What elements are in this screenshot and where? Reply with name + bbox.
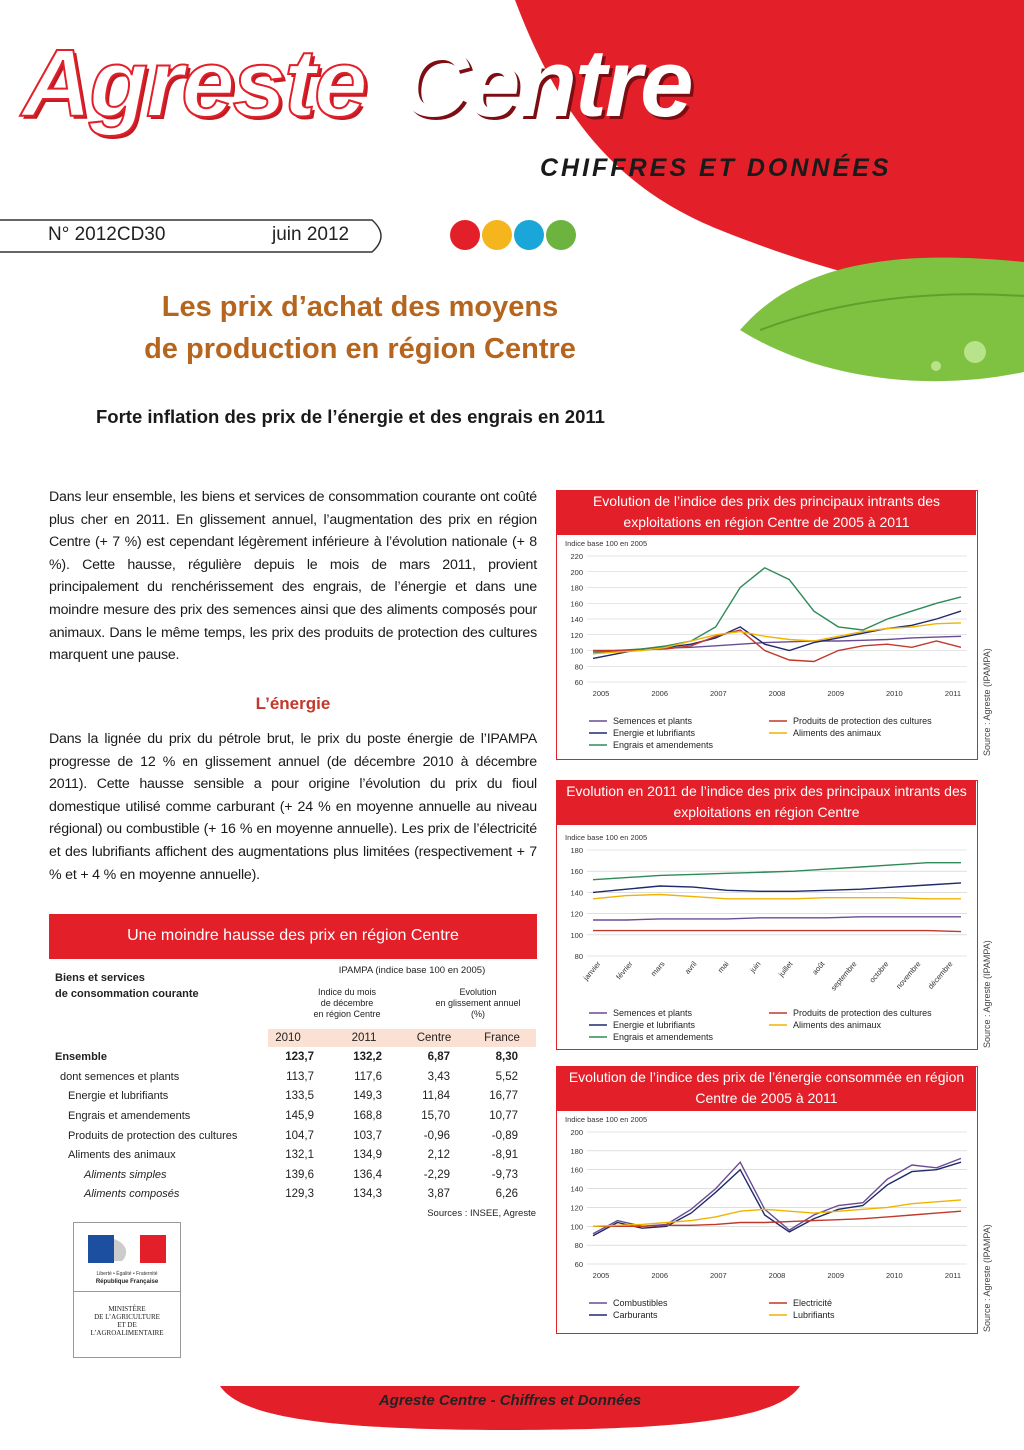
table-divider xyxy=(49,958,537,959)
table-col-france: France xyxy=(484,1032,520,1044)
color-dot-blue xyxy=(514,220,544,250)
chart-legend-label: Semences et plants xyxy=(613,1008,693,1018)
chart-ytick: 180 xyxy=(570,846,583,855)
chart-1-title: Evolution de l’indice des prix des principaux intrants des exploitations en région Centre de 2005 à 2011 xyxy=(557,490,976,535)
chart-xtick: 2008 xyxy=(768,689,786,698)
table-cell: 103,7 xyxy=(353,1130,382,1142)
issue-date: juin 2012 xyxy=(272,224,350,245)
chart-ytick: 160 xyxy=(570,1165,583,1175)
table-col-2010: 2010 xyxy=(275,1032,301,1044)
chart-ytick: 80 xyxy=(574,1241,583,1251)
chart-series-line xyxy=(593,931,961,932)
table-sources: Sources : INSEE, Agreste xyxy=(427,1208,536,1219)
chart-xtick: 2011 xyxy=(944,689,962,698)
chart-legend-label: Engrais et amendements xyxy=(613,740,714,750)
table-col-centre: Centre xyxy=(416,1032,452,1044)
chart-ytick: 160 xyxy=(570,867,583,877)
issue-number: N° 2012CD30 xyxy=(48,224,166,245)
chart-ytick: 140 xyxy=(570,888,583,898)
chart-ytick: 120 xyxy=(570,1203,583,1213)
table-group1: Indice du mois de décembre en région Centre xyxy=(313,987,381,1019)
chart-series-line xyxy=(593,568,961,652)
chart-ytick: 80 xyxy=(574,952,583,961)
table-cell: 16,77 xyxy=(489,1090,518,1102)
chart-legend-label: Produits de protection des cultures xyxy=(793,1008,932,1018)
page-subtitle: Forte inflation des prix de l’énergie et des engrais en 2011 xyxy=(96,406,605,427)
chart-xtick: 2010 xyxy=(885,1271,903,1280)
chart-xtick: 2006 xyxy=(651,1271,669,1280)
table-row-label: Aliments simples xyxy=(84,1169,167,1181)
table-cell: 129,3 xyxy=(285,1188,314,1200)
chart-xtick: janvier xyxy=(581,959,603,983)
chart-xtick: 2007 xyxy=(709,689,727,698)
table-cell: 104,7 xyxy=(285,1130,314,1142)
table-row-label: Engrais et amendements xyxy=(68,1110,191,1122)
chart-xtick: décembre xyxy=(926,959,955,991)
table-row-label: dont semences et plants xyxy=(60,1071,180,1083)
table-cell: 3,43 xyxy=(427,1071,450,1083)
chart-ytick: 100 xyxy=(570,1222,583,1232)
table-title: Une moindre hausse des prix en région Centre xyxy=(49,914,537,958)
table-row-label: Aliments composés xyxy=(84,1188,180,1200)
footer-text: Agreste Centre - Chiffres et Données xyxy=(378,1392,642,1409)
chart-ytick: 160 xyxy=(570,599,583,609)
republic-motto: Liberté • Égalité • Fraternité xyxy=(96,1271,158,1277)
chart-ytick: 100 xyxy=(570,930,583,940)
chart-ylabel: Indice base 100 en 2005 xyxy=(565,539,648,548)
chart-ytick: 60 xyxy=(574,1260,583,1269)
table-rowhead-1: Biens et services xyxy=(55,972,145,984)
table-cell: 6,26 xyxy=(495,1188,518,1200)
chart-3 xyxy=(557,1110,975,1330)
table-cell: 132,2 xyxy=(353,1051,382,1063)
table-cell: 134,9 xyxy=(353,1149,382,1161)
chart-xtick: 2008 xyxy=(768,1271,786,1280)
chart-ytick: 120 xyxy=(570,909,583,919)
table-cell: 2,12 xyxy=(427,1149,450,1161)
table-cell: 132,1 xyxy=(285,1149,314,1161)
table-cell: 11,84 xyxy=(422,1090,450,1102)
chart-series-line xyxy=(593,895,961,899)
color-dot-red xyxy=(450,220,480,250)
chart-xtick: 2005 xyxy=(592,1271,610,1280)
chart-xtick: 2006 xyxy=(651,689,669,698)
table-ipampa: IPAMPA (indice base 100 en 2005) xyxy=(338,965,486,976)
table-col-2011: 2011 xyxy=(351,1032,377,1044)
table-row-label: Produits de protection des cultures xyxy=(68,1130,238,1142)
chart-3-title: Evolution de l’indice des prix de l’énergie consommée en région Centre de 2005 à 2011 xyxy=(557,1066,976,1111)
chart-series-line xyxy=(593,1162,961,1236)
chart-ytick: 120 xyxy=(570,630,583,640)
chart-xtick: août xyxy=(810,959,827,977)
chart-legend-label: Semences et plants xyxy=(613,716,693,726)
table-cell: -2,29 xyxy=(423,1169,450,1181)
chart-3-source: Source : Agreste (IPAMPA) xyxy=(982,1224,992,1332)
table-cell: 149,3 xyxy=(353,1090,382,1102)
ministry-logo xyxy=(73,1222,181,1358)
table-cell: 168,8 xyxy=(353,1110,382,1122)
table-cell: 8,30 xyxy=(495,1051,518,1063)
chart-xtick: juin xyxy=(748,959,763,975)
chart-series-line xyxy=(593,883,961,893)
chart-series-line xyxy=(593,636,961,653)
table-cell: 6,87 xyxy=(427,1051,450,1063)
table-cell: 133,5 xyxy=(285,1090,314,1102)
chart-2 xyxy=(557,824,975,1046)
chart-xtick: 2009 xyxy=(827,689,845,698)
table-cell: 3,87 xyxy=(427,1188,450,1200)
chart-ylabel: Indice base 100 en 2005 xyxy=(565,833,648,842)
table-cell: 15,70 xyxy=(421,1110,450,1122)
table-row-label: Energie et lubrifiants xyxy=(68,1090,169,1102)
chart-xtick: 2009 xyxy=(827,1271,845,1280)
chart-legend-label: Aliments des animaux xyxy=(793,728,882,738)
table-cell: 145,9 xyxy=(285,1110,314,1122)
brand-tagline: CHIFFRES ET DONNÉES xyxy=(540,154,892,182)
chart-ytick: 200 xyxy=(570,567,583,577)
chart-2-source: Source : Agreste (IPAMPA) xyxy=(982,940,992,1048)
chart-xtick: 2007 xyxy=(709,1271,727,1280)
chart-xtick: 2011 xyxy=(944,1271,962,1280)
chart-legend-label: Produits de protection des cultures xyxy=(793,716,932,726)
energy-paragraph: Dans la lignée du prix du pétrole brut, le prix du poste énergie de l’IPAMPA progresse de 12 % en glissement annuel (de décembre 2010 à décembre 2011). Cette hausse sensible a pour origine l’évolution du prix du fioul domestique utilisé comme carburant (+ 24 % en moyenne annuelle au niveau régional) ou combustible (+ 16 % en moyenne annuelle). Les prix de l’électricité et des lubrifiants affichent des augmentations plus limitées (respectivement + 7 % et + 4 % en moyenne annuelle). xyxy=(49,731,537,883)
table-group2: Evolution en glissement annuel (%) xyxy=(435,987,521,1019)
table-cell: 10,77 xyxy=(489,1110,518,1122)
chart-xtick: octobre xyxy=(867,959,891,985)
chart-xtick: 2005 xyxy=(592,689,610,698)
table-cell: 136,4 xyxy=(353,1169,382,1181)
chart-ytick: 180 xyxy=(570,583,583,593)
color-dot-green xyxy=(546,220,576,250)
table-rowhead-2: de consommation courante xyxy=(55,988,199,1000)
chart-xtick: novembre xyxy=(894,959,923,991)
chart-legend-label: Lubrifiants xyxy=(793,1310,835,1320)
table-cell: -0,96 xyxy=(423,1130,450,1142)
chart-xtick: février xyxy=(614,959,635,982)
republic-label: République Française xyxy=(95,1279,159,1285)
chart-xtick: juillet xyxy=(776,959,795,979)
chart-1 xyxy=(557,534,975,756)
chart-legend-label: Aliments des animaux xyxy=(793,1020,882,1030)
chart-xtick: 2010 xyxy=(885,689,903,698)
table-cell: 5,52 xyxy=(495,1071,518,1083)
energy-heading: L’énergie xyxy=(255,694,331,713)
logo-divider xyxy=(74,1291,180,1292)
intro-paragraph: Dans leur ensemble, les biens et services de consommation courante ont coûté plus cher en 2011. En glissement annuel, l’augmentation des prix en région Centre (+ 7 %) est cependant légèrement inférieure à l’évolution nationale (+ 8 %). Cette hausse, régulière depuis le mois de mars 2011, provient principalement du renchérissement des engrais, de l’énergie et dans une moindre mesure des prix des semences ainsi que des aliments composés pour animaux. Dans le même temps, les prix des produits de protection des cultures marquent une pause. xyxy=(49,489,537,664)
chart-legend-label: Carburants xyxy=(613,1310,658,1320)
chart-legend-label: Engrais et amendements xyxy=(613,1032,714,1042)
chart-xtick: septembre xyxy=(828,959,859,993)
table-cell: 134,3 xyxy=(353,1188,382,1200)
table-cell: 113,7 xyxy=(286,1071,314,1083)
color-dot-yellow xyxy=(482,220,512,250)
table-cell: -0,89 xyxy=(491,1130,518,1142)
chart-2-title: Evolution en 2011 de l’indice des prix des principaux intrants des exploitations en région Centre xyxy=(557,780,976,825)
table-row-label: Ensemble xyxy=(55,1051,107,1063)
chart-legend-label: Combustibles xyxy=(613,1298,668,1308)
table-cell: -9,73 xyxy=(491,1169,518,1181)
chart-legend-label: Electricité xyxy=(793,1298,833,1308)
chart-ytick: 200 xyxy=(570,1128,583,1137)
page-title: Les prix d’achat des moyens de production en région Centre xyxy=(144,291,576,365)
table-cell: 139,6 xyxy=(285,1169,314,1181)
chart-1-source: Source : Agreste (IPAMPA) xyxy=(982,648,992,756)
ministry-name: MINISTÈRE DE L’AGRICULTURE ET DE L’AGROALIMENTAIRE xyxy=(90,1305,164,1337)
table-cell: -8,91 xyxy=(491,1149,518,1161)
chart-ylabel: Indice base 100 en 2005 xyxy=(565,1115,648,1124)
chart-ytick: 60 xyxy=(574,678,583,687)
chart-xtick: mars xyxy=(648,959,667,979)
chart-xtick: avril xyxy=(682,959,699,976)
chart-ytick: 80 xyxy=(574,662,583,672)
chart-ytick: 140 xyxy=(570,615,583,624)
table-cell: 123,7 xyxy=(285,1051,314,1063)
chart-ytick: 220 xyxy=(570,552,583,561)
table-cell: 117,6 xyxy=(354,1071,382,1083)
chart-ytick: 100 xyxy=(570,646,583,656)
chart-legend-label: Energie et lubrifiants xyxy=(613,728,696,738)
chart-ytick: 140 xyxy=(570,1184,583,1194)
chart-xtick: mai xyxy=(715,959,731,975)
table-row-label: Aliments des animaux xyxy=(68,1149,176,1161)
chart-legend-label: Energie et lubrifiants xyxy=(613,1020,696,1030)
chart-ytick: 180 xyxy=(570,1146,583,1156)
brand-logo: Agreste Centre xyxy=(22,30,692,137)
chart-series-line xyxy=(593,917,961,920)
